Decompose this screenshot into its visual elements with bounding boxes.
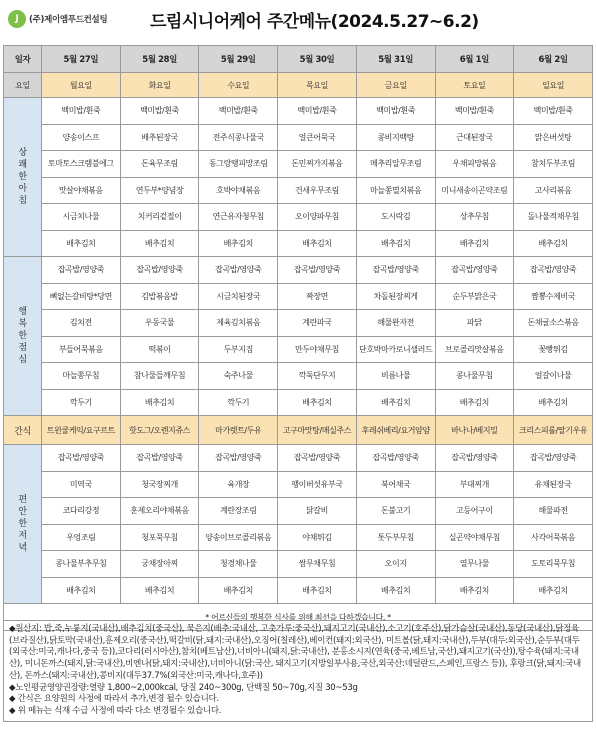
menu-item: 청포묵무침 (120, 524, 199, 551)
lunch-row (4, 310, 593, 337)
weekly-menu-table (3, 45, 593, 631)
menu-item: 배추된장국 (120, 124, 199, 151)
menu-item: 시금치된장국 (199, 283, 278, 310)
breakfast-label-char: 한 (18, 172, 27, 182)
menu-item: 배추김치 (199, 230, 278, 257)
dinner-row (4, 524, 593, 551)
menu-item: 비름나물 (356, 363, 435, 390)
snack-note: ◆ 간식은 요양원의 사정에 따라서 추가,변경 될수 있습니다. (9, 694, 219, 705)
menu-item: 배추김치 (514, 230, 593, 257)
menu-item: 돌나물적채무침 (514, 204, 593, 231)
menu-item: 배추김치 (120, 389, 199, 416)
day-cell: 수요일 (199, 73, 278, 98)
lunch-row (4, 257, 593, 284)
snack-item: 바나나/베지밀 (435, 416, 514, 445)
lunch-label-char: 한 (18, 331, 27, 341)
dinner-label-char: 한 (18, 519, 27, 529)
menu-item: 콩비지백탕 (356, 124, 435, 151)
lunch-label-char: 심 (18, 355, 27, 365)
logo-mark-icon: J (8, 10, 26, 28)
day-cell: 목요일 (278, 73, 357, 98)
date-cell: 6월 1일 (435, 46, 514, 73)
menu-item: 육개장 (199, 471, 278, 498)
menu-item: 연두부*양념장 (120, 177, 199, 204)
menu-item: 잡곡밥/영양죽 (514, 445, 593, 472)
menu-item: 우엉조림 (42, 524, 121, 551)
lunch-row (4, 363, 593, 390)
menu-item: 배추김치 (435, 577, 514, 604)
menu-item: 배추김치 (356, 577, 435, 604)
menu-item: 양송이스프 (42, 124, 121, 151)
breakfast-row (4, 177, 593, 204)
menu-item: 쌈무채무침 (278, 551, 357, 578)
menu-item: 짬뽕수제비국 (514, 283, 593, 310)
menu-item: 잡곡밥/영양죽 (278, 257, 357, 284)
snack-item: 후레쉬베리/요거얌얌 (356, 416, 435, 445)
menu-item: 잡곡밥/영양죽 (120, 257, 199, 284)
menu-item: 배추김치 (42, 577, 121, 604)
breakfast-row (4, 124, 593, 151)
footer-notes (3, 620, 593, 722)
menu-item: 메추리알무조림 (356, 151, 435, 178)
menu-item: 건새우무조림 (278, 177, 357, 204)
menu-item: 배추김치 (278, 389, 357, 416)
date-row (4, 46, 593, 73)
menu-item: 미니새송이곤약조림 (435, 177, 514, 204)
snack-item: 트윈쿨케익/요구르트 (42, 416, 121, 445)
menu-item: 미역국 (42, 471, 121, 498)
lunch-label-char: 점 (18, 343, 27, 353)
menu-item: 도시락김 (356, 204, 435, 231)
date-cell: 5월 29일 (199, 46, 278, 73)
lunch-label (4, 257, 42, 416)
menu-item: 백미밥/흰죽 (514, 98, 593, 125)
menu-item: 고등어구이 (435, 498, 514, 525)
menu-item: 잡곡밥/영양죽 (514, 257, 593, 284)
menu-item: 백미밥/흰죽 (199, 98, 278, 125)
menu-item: 시금치나물 (42, 204, 121, 231)
menu-item: 고사리볶음 (514, 177, 593, 204)
menu-item: 돈민찌가지볶음 (278, 151, 357, 178)
notice-text: * 어르신들의 행복한 식사를 위해 최선을 다하겠습니다. * (4, 604, 593, 631)
menu-item: 유채된장국 (514, 471, 593, 498)
menu-item: 참나물들깨무침 (120, 363, 199, 390)
lunch-row (4, 283, 593, 310)
menu-item: 배추김치 (356, 230, 435, 257)
menu-item: 톳두부무침 (356, 524, 435, 551)
date-cell: 5월 31일 (356, 46, 435, 73)
menu-item: 잡곡밥/영양죽 (199, 445, 278, 472)
menu-item: 백미밥/흰죽 (120, 98, 199, 125)
menu-item: 배추김치 (120, 230, 199, 257)
logo-text: (주)제이엠푸드컨설팅 (29, 15, 108, 25)
menu-item: 배추김치 (514, 577, 593, 604)
dinner-row (4, 471, 593, 498)
breakfast-row (4, 230, 593, 257)
menu-item: 청국장찌개 (120, 471, 199, 498)
breakfast-row (4, 98, 593, 125)
menu-item: 파닭 (435, 310, 514, 337)
date-cell: 5월 30일 (278, 46, 357, 73)
menu-item: 연근유자청무침 (199, 204, 278, 231)
menu-item: 김밥볶음밥 (120, 283, 199, 310)
menu-item: 배추김치 (278, 230, 357, 257)
menu-item: 깍둑단무지 (278, 363, 357, 390)
lunch-row (4, 336, 593, 363)
breakfast-label-char: 침 (18, 196, 27, 206)
snack-item: 핫도그/오렌지쥬스 (120, 416, 199, 445)
origin-info: ◆원산지: 밥,죽,누룽지(국내산),배추김치(중국산), 묵은지(배추:국내산, 고춧가루:중국산),돼지고기(국내산),소고기(호주산),닭가슴살(국내산),동당(국내산),닭정육(브라질산),닭토막(국내산),훈제오리(중국산),떡갈비(닭,돼지:국내산),오징어(칠레산),베이컨(돼지:외국산), 미트볼(닭,돼지:국내산),두부(대두:외국산),순두부(대두(외국산:미국,캐나다,중국 등)),코다리(러시아산),참치(베트남산),너비아니(돼지,닭:국내산), 분홍소시지(연육(중국,베트남,국산),돼지고기(국산)),탕수육(돼지:국내산), 미니돈까스(돼지,닭:국내산),비엔나(닭,돼지:국내산),너비아니(닭:국산, 돼지고기(지방일부사용,국산,외국산:네덜란드,스페인,프랑스 등)), 후랑크(닭,돼지:국내산), 돈까스(돼지:국내산),콩비지(대두37.7%(외국산:미국,캐나다,호주)) (9, 624, 581, 681)
menu-item: 북어채국 (356, 471, 435, 498)
day-cell: 일요일 (514, 73, 593, 98)
dinner-label (4, 445, 42, 604)
menu-item: 백미밥/흰죽 (356, 98, 435, 125)
company-logo (8, 10, 107, 28)
menu-item: 잡곡밥/영양죽 (120, 445, 199, 472)
menu-item: 맑은버섯탕 (514, 124, 593, 151)
menu-item: 두부지짐 (199, 336, 278, 363)
menu-item: 우채피망볶음 (435, 151, 514, 178)
date-header-label: 일자 (4, 46, 42, 73)
menu-item: 배추김치 (514, 389, 593, 416)
dinner-row (4, 498, 593, 525)
menu-item: 잡곡밥/영양죽 (199, 257, 278, 284)
menu-item: 배추김치 (42, 230, 121, 257)
menu-item: 잡곡밥/영양죽 (278, 445, 357, 472)
breakfast-row (4, 151, 593, 178)
menu-item: 백미밥/흰죽 (42, 98, 121, 125)
dinner-label-char: 녁 (18, 543, 27, 553)
menu-item: 닭갈비 (278, 498, 357, 525)
day-cell: 토요일 (435, 73, 514, 98)
menu-item: 맛살야채볶음 (42, 177, 121, 204)
day-header-label: 요일 (4, 73, 42, 98)
menu-item: 배추김치 (356, 389, 435, 416)
menu-item: 브로콜리맛살볶음 (435, 336, 514, 363)
menu-item: 배추김치 (120, 577, 199, 604)
menu-item: 얼큰어묵국 (278, 124, 357, 151)
menu-item: 잡곡밥/영양죽 (435, 445, 514, 472)
snack-item: 마가렛트/두유 (199, 416, 278, 445)
day-cell: 금요일 (356, 73, 435, 98)
menu-item: 순두부맑은국 (435, 283, 514, 310)
breakfast-label-char: 아 (18, 184, 27, 194)
breakfast-label-char: 쾌 (18, 160, 27, 170)
menu-item: 콩나물부추무침 (42, 551, 121, 578)
menu-item: 부대찌개 (435, 471, 514, 498)
menu-item: 깍두기 (42, 389, 121, 416)
menu-item: 잡곡밥/영양죽 (435, 257, 514, 284)
menu-item: 열무나물 (435, 551, 514, 578)
menu-item: 단호박마카로니샐러드 (356, 336, 435, 363)
menu-item: 팽이버섯유부국 (278, 471, 357, 498)
lunch-label-char: 행 (18, 307, 27, 317)
lunch-label-char: 복 (18, 319, 27, 329)
menu-item: 코다리강정 (42, 498, 121, 525)
breakfast-label (4, 98, 42, 257)
menu-item: 얼갈이나물 (514, 363, 593, 390)
menu-item: 궁채장아찌 (120, 551, 199, 578)
menu-item: 사각어묵볶음 (514, 524, 593, 551)
menu-item: 콩나물무침 (435, 363, 514, 390)
dinner-label-char: 편 (18, 495, 27, 505)
menu-item: 야채튀김 (278, 524, 357, 551)
menu-item: 돈채굴소스볶음 (514, 310, 593, 337)
menu-item: 호박야채볶음 (199, 177, 278, 204)
menu-item: 상추무침 (435, 204, 514, 231)
menu-item: 잡곡밥/영양죽 (42, 445, 121, 472)
menu-item: 마늘쫑무침 (42, 363, 121, 390)
menu-item: 전주식콩나물국 (199, 124, 278, 151)
dinner-label-char: 안 (18, 507, 27, 517)
snack-item: 크리스피롤/딸기우유 (514, 416, 593, 445)
menu-item: 짜장면 (278, 283, 357, 310)
menu-item: 뼈없는갈비탕*당면 (42, 283, 121, 310)
day-row (4, 73, 593, 98)
menu-item: 백미밥/흰죽 (435, 98, 514, 125)
menu-item: 배추김치 (199, 577, 278, 604)
lunch-row (4, 389, 593, 416)
menu-item: 우동국물 (120, 310, 199, 337)
menu-item: 계란장조림 (199, 498, 278, 525)
date-cell: 5월 28일 (120, 46, 199, 73)
header (0, 0, 596, 42)
change-note: ◆ 위 메뉴는 식재 수급 사정에 따라 다소 변경될수 있습니다. (9, 705, 222, 716)
menu-item: 오이양파무침 (278, 204, 357, 231)
dinner-row (4, 445, 593, 472)
day-cell: 화요일 (120, 73, 199, 98)
menu-item: 만두야채무침 (278, 336, 357, 363)
menu-item: 숙주나물 (199, 363, 278, 390)
menu-item: 잡곡밥/영양죽 (356, 257, 435, 284)
page-title: 드림시니어케어 주간메뉴(2024.5.27~6.2) (150, 12, 479, 32)
menu-item: 실곤약야채무침 (435, 524, 514, 551)
menu-item: 해물파전 (514, 498, 593, 525)
menu-item: 배추김치 (278, 577, 357, 604)
dinner-row (4, 577, 593, 604)
menu-item: 참치두부조림 (514, 151, 593, 178)
menu-item: 잡곡밥/영양죽 (42, 257, 121, 284)
nutrition-info: ◆노인평균영양권장량:열량 1,800~2,000kcal, 당질 240~300g, 단백질 50~70g,지질 30~53g (9, 682, 358, 693)
menu-item: 근대된장국 (435, 124, 514, 151)
menu-item: 꽃빵튀김 (514, 336, 593, 363)
menu-item: 양송이브로콜리볶음 (199, 524, 278, 551)
menu-item: 훈제오리야채볶음 (120, 498, 199, 525)
menu-item: 청경채나물 (199, 551, 278, 578)
menu-item: 제육김치볶음 (199, 310, 278, 337)
breakfast-label-char: 상 (18, 148, 27, 158)
snack-item: 고구마맛탕/매실주스 (278, 416, 357, 445)
dinner-row (4, 551, 593, 578)
menu-item: 토마토스크램블에그 (42, 151, 121, 178)
menu-item: 동그랑땡피망조림 (199, 151, 278, 178)
menu-item: 해물완자전 (356, 310, 435, 337)
menu-item: 계란파국 (278, 310, 357, 337)
snack-row (4, 416, 593, 445)
menu-item: 백미밥/흰죽 (278, 98, 357, 125)
menu-item: 차돌된장찌게 (356, 283, 435, 310)
menu-item: 김치전 (42, 310, 121, 337)
date-cell: 6월 2일 (514, 46, 593, 73)
date-cell: 5월 27일 (42, 46, 121, 73)
breakfast-row (4, 204, 593, 231)
menu-item: 잡곡밥/영양죽 (356, 445, 435, 472)
menu-item: 오이지 (356, 551, 435, 578)
menu-item: 배추김치 (435, 230, 514, 257)
menu-item: 도토리묵무침 (514, 551, 593, 578)
menu-item: 돈육무조림 (120, 151, 199, 178)
day-cell: 월요일 (42, 73, 121, 98)
menu-item: 떡볶이 (120, 336, 199, 363)
snack-label: 간식 (4, 416, 42, 445)
menu-item: 배추김치 (435, 389, 514, 416)
menu-item: 치커리겉절이 (120, 204, 199, 231)
menu-item: 돈불고기 (356, 498, 435, 525)
menu-item: 마늘쫑멸치볶음 (356, 177, 435, 204)
dinner-label-char: 저 (18, 531, 27, 541)
menu-item: 깍두기 (199, 389, 278, 416)
menu-item: 부들어묵볶음 (42, 336, 121, 363)
